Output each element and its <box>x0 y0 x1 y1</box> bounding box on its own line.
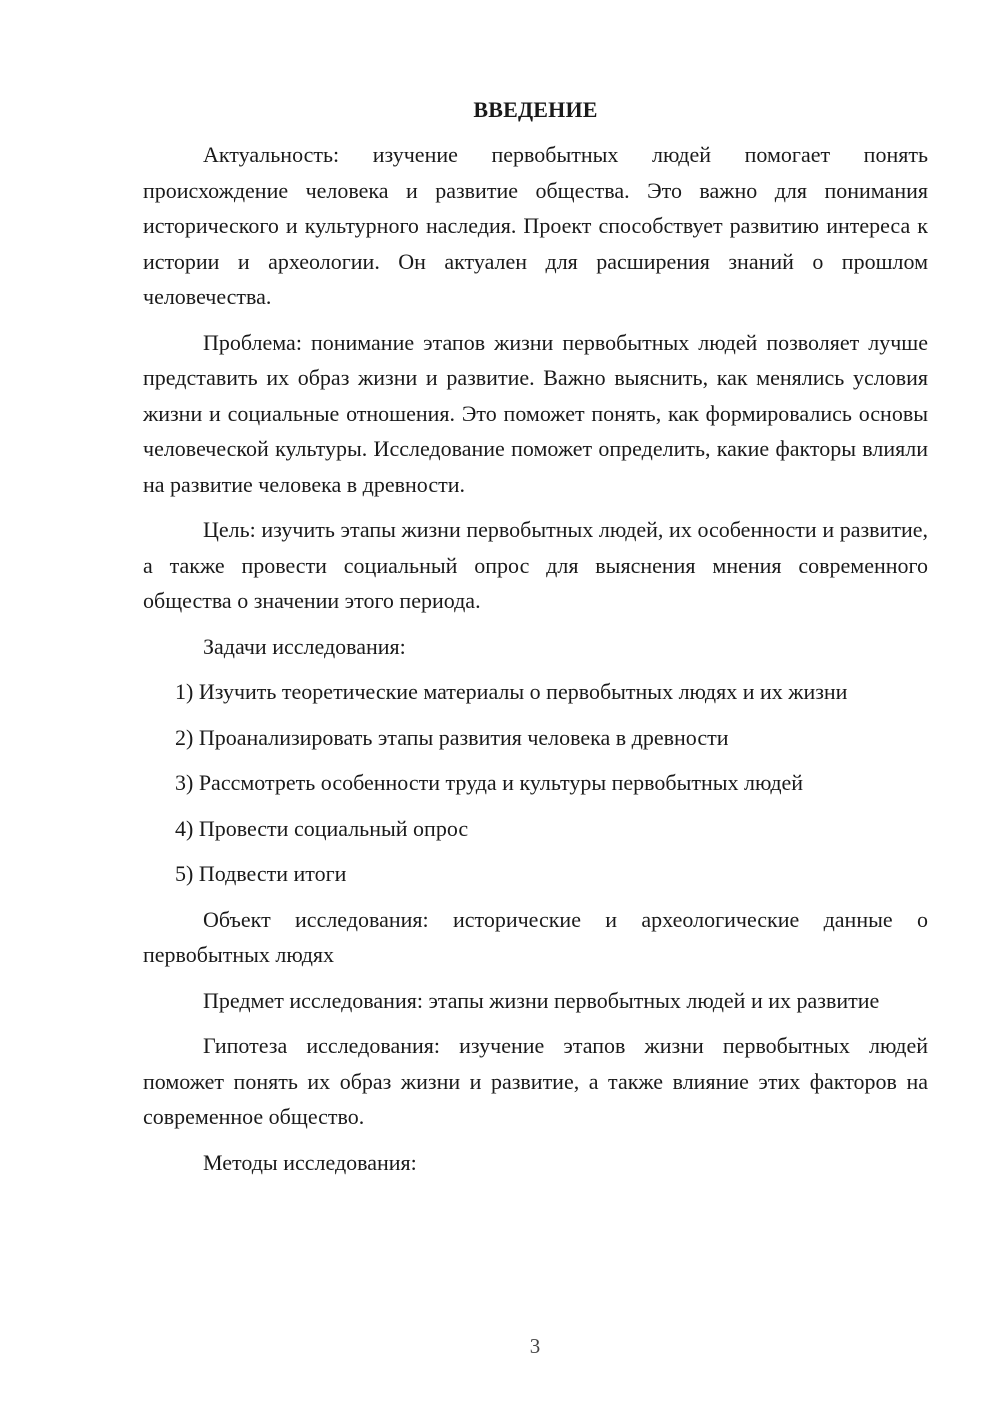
paragraph-hypothesis: Гипотеза исследования: изучение этапов жизни первобытных людей поможет понять их образ жизни и развитие, а также влияние этих факторов на современное общество. <box>143 1033 928 1129</box>
list-item: 2) Проанализировать этапы развития человека в древности <box>175 724 729 750</box>
paragraph-problem: Проблема: понимание этапов жизни первобытных людей позволяет лучше представить их образ жизни и развитие. Важно выяснить, как менялись условия жизни и социальные отношения. Это поможет понять, как формировались основы человеческой культуры. Исследование поможет определить, какие факторы влияли на развитие человека в древности. <box>143 329 928 497</box>
paragraph-relevance: Актуальность: изучение первобытных людей помогает понять происхождение человека и развитие общества. Это важно для понимания исторического и культурного наследия. Проект способствует развитию интереса к истории и археологии. Он актуален для расширения знаний о прошлом человечества. <box>143 142 928 309</box>
page-number: 3 <box>529 1334 541 1358</box>
list-item: 1) Изучить теоретические материалы о первобытных людях и их жизни <box>175 679 848 704</box>
list-item: 4) Провести социальный опрос <box>175 815 469 841</box>
paragraph-subject: Предмет исследования: этапы жизни первобытных людей и их развитие <box>203 987 880 1013</box>
tasks-list <box>143 674 928 892</box>
methods-heading: Методы исследования: <box>203 1149 417 1175</box>
page-content <box>143 92 928 1190</box>
paragraph-goal: Цель: изучить этапы жизни первобытных людей, их особенности и развитие, а также провести социальный опрос для выяснения мнения современного общества о значении этого периода. <box>143 517 928 613</box>
list-item: 5) Подвести итоги <box>175 861 347 886</box>
paragraph-object: Объект исследования: исторические и археологические данные о первобытных людях <box>143 906 928 967</box>
tasks-heading: Задачи исследования: <box>203 633 406 659</box>
list-item: 3) Рассмотреть особенности труда и культуры первобытных людей <box>175 770 804 795</box>
page-title: ВВЕДЕНИЕ <box>473 97 598 122</box>
